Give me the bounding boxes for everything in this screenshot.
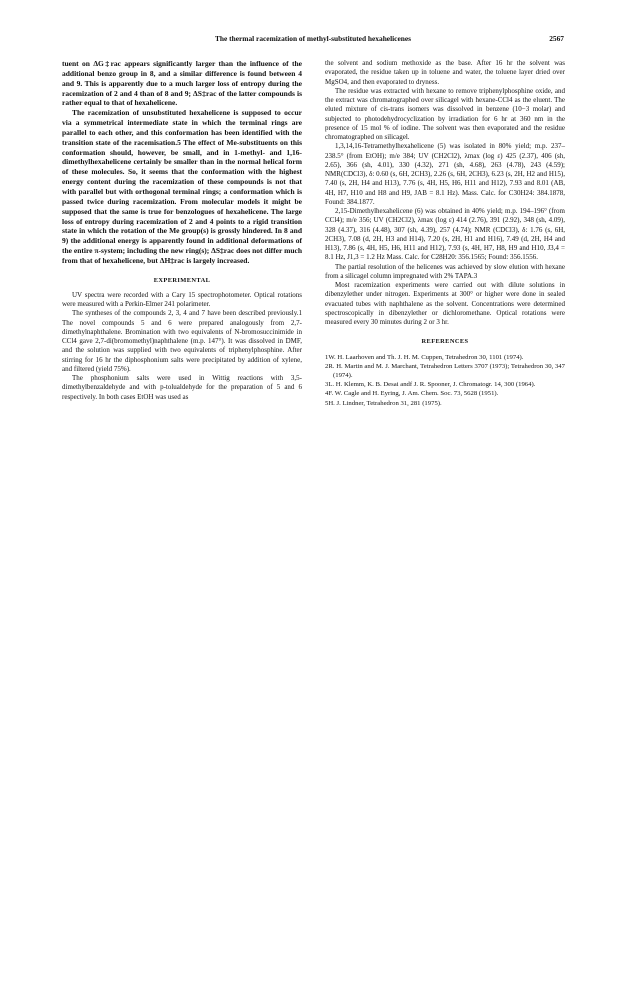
reference-item: 5H. J. Lindner, Tetrahedron 31, 281 (1975).	[325, 399, 442, 407]
discussion-paragraph-1: tuent on ΔG‡rac appears significantly larger than the influence of the additional benzo group in 8, and a similar difference is found between 4 and 9. This is apparently due to a much larger loss of entropy during the racemization of 2 and 4 than of 8 and 9; ΔS‡rac of the latter compounds is rather equal to that of hexahelicene.	[62, 59, 302, 108]
compound-6-data: 2,15-Dimethylhexahelicene (6) was obtained in 40% yield; m.p. 194–196° (from CCl4); m/e 356; UV (CH2Cl2), λmax (log ε) 414 (2.76), 391 (2.92), 348 (sh, 4.09), 328 (4.37), 316 (4.48), 307 (sh, 4.39), 257 (4.74); NMR (CDCl3), δ: 1.76 (s, 6H, 2CH3), 7.08 (d, 2H, H3 and H14), 7.20 (s, 2H, H1 and H16), 7.49 (d, 2H, H4 and H13), 7.86 (s, 4H, H5, H6, H11 and H12), 7.93 (s, 4H, H7, H8, H9 and H10, J3,4 = 8.1 Hz, J1,3 = 1.2 Hz Mass. Calc. for C28H20: 356.1565; Found: 356.1556.	[325, 207, 565, 262]
reference-item: 1W. H. Laarhoven and Th. J. H. M. Cuppen, Tetrahedron 30, 1101 (1974).	[325, 353, 524, 361]
references-heading: REFERENCES	[421, 338, 469, 346]
reference-list	[325, 353, 565, 408]
experimental-paragraph-1: UV spectra were recorded with a Cary 15 spectrophotometer. Optical rotations were measured with a Perkin-Elmer 241 polarimeter.	[62, 290, 302, 309]
compound-5-data: 1,3,14,16-Tetramethylhexahelicene (5) was isolated in 80% yield; m.p. 237–238.5° (from EtOH); m/e 384; UV (CH2Cl2), λmax (log ε) 425 (2.37), 406 (sh, 2.65), 366 (sh, 4.01), 330 (4.32), 271 (sh, 4.68), 263 (4.78), 243 (4.59); NMR(CDCl3), δ: 0.60 (s, 6H, 2CH3), 2.26 (s, 6H, 2CH3), 6.23 (s, 2H, H2 and H15), 7.40 (s, 2H, H4 and H13), 7.76 (s, 4H, H5, H6, H11 and H12), 7.93 and 8.01 (AB, 4H, H7, H10 and H8 and H9, JAB = 8.1 Hz). Mass. Calc. for C30H24: 384.1878, Found: 384.1877.	[325, 142, 565, 206]
right-paragraph-2: The residue was extracted with hexane to remove triphenylphosphine oxide, and the extract was chromatographed over silicagel with hexane-CCl4 as the eluent. The eluted mixture of cis-trans isomers was dissolved in benzene (10−3 molar) and subjected to photodehydrocyclization by irradiation for 6 hr at 360 nm in the presence of 15 mol % of iodine. The solvent was then evaporated and the residue chromatographed on silicagel.	[325, 86, 565, 141]
resolution-paragraph: The partial resolution of the helicenes was achieved by slow elution with hexane from a silicagel column impregnated with 2% TAPA.3	[325, 262, 565, 280]
right-column	[325, 59, 565, 408]
experimental-heading: EXPERIMENTAL	[153, 276, 211, 284]
discussion-paragraph-2: The racemization of unsubstituted hexahelicene is supposed to occur via a symmetrical intermediate state in which the terminal rings are parallel to each other, and this conformation has been identified with the transition state of the racemisation.5 The effect of Me-substituents on this conformation should, however, be small, and in 1-methyl- and 1,16-dimethylhexahelicene certainly be smaller than in the normal helical form of these molecules. So, it seems that the conformation with the highest energy content during the racemization of these compounds is not that with parallel but with orthogonal terminal rings; a conformation which is passed twice during racemization. From molecular models it might be supposed that the same is true for benzologues of hexahelicene. The large loss of entropy during racemization of 2 and 4 points to a rigid transition state in which the rotation of the Me group(s) is grossly hindered. In 8 and 9) the additional energy is apparently found in additional deformations of the entire π-system; including the new ring(s); ΔS‡rac does not differ much from that of hexahelicene, but ΔH‡rac is largely increased.	[62, 108, 302, 265]
page-number: 2567	[549, 34, 564, 43]
experimental-paragraph-3: The phosphonium salts were used in Wittig reactions with 3,5-dimethylbenzaldehyde and with p-tolualdehyde for the preparation of 5 and 6 respectively. In both cases EtOH was used as	[62, 374, 302, 401]
left-column	[62, 59, 302, 402]
page-header	[62, 34, 564, 46]
racemization-experiments-paragraph: Most racemization experiments were carried out with dilute solutions in dibenzylether under nitrogen. Experiments at 300° or higher were done in sealed evacuated tubes with naphthalene as the solvent. Concentrations were determined spectroscopically in dibenzylether or dichloromethane. Optical rotations were measured every 30 minutes during 2 or 3 hr.	[325, 281, 565, 326]
reference-item: 3L. H. Klemm, K. B. Desai andf J. R. Spooner, J. Chromatogr. 14, 300 (1964).	[325, 381, 536, 389]
reference-item: 4F. W. Cagle and H. Eyring, J. Am. Chem. Soc. 73, 5628 (1951).	[325, 390, 499, 398]
right-paragraph-1: the solvent and sodium methoxide as the base. After 16 hr the solvent was evaporated, the residue taken up in toluene and water, the toluene layer dried over MgSO4, and then evaporated to dryness.	[325, 59, 565, 86]
experimental-paragraph-2: The syntheses of the compounds 2, 3, 4 and 7 have been described previously.1 The novel compounds 5 and 6 were prepared analogously from 2,7-dimethylnaphthalene. Bromination with two equivalents of N-bromosuccinimide in CCl4 gave 2,7-di(bromomethyl)naphthalene (m.p. 147°). It was dissolved in DMF, and the solution was supplied with two equivalents of triphenylphosphine. After stirring for 16 hr the diphosphonium salts were precipitated by addition of xylene, and filtered (yield 75%).	[62, 309, 302, 373]
reference-item: 2R. H. Martin and M. J. Marchant, Tetrahedron Letters 3707 (1973); Tetrahedron 30, 347 (1974).	[325, 362, 565, 379]
running-title: The thermal racemization of methyl-substituted hexahelicenes	[214, 34, 412, 43]
